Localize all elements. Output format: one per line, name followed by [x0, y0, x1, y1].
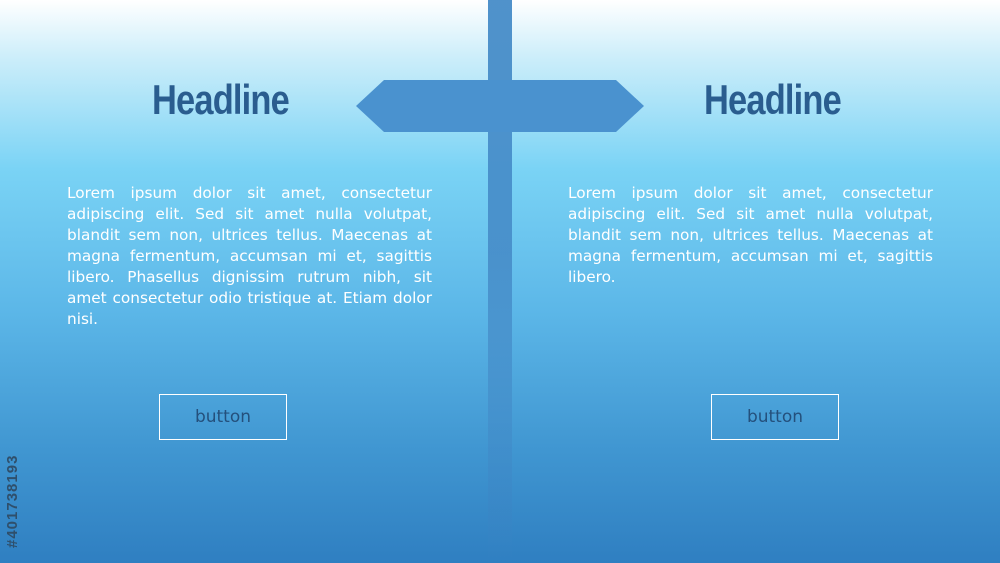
left-headline: Headline	[152, 76, 289, 123]
right-headline: Headline	[704, 76, 841, 123]
left-button[interactable]: button	[159, 394, 287, 440]
right-button[interactable]: button	[711, 394, 839, 440]
right-body-text: Lorem ipsum dolor sit amet, consectetur adipiscing elit. Sed sit amet nulla volutpat, blandit sem non, ultrices tellus. Maecenas at magna fermentum, accumsan mi et, sagittis libero.	[568, 184, 933, 286]
left-body-text: Lorem ipsum dolor sit amet, consectetur adipiscing elit. Sed sit amet nulla volutpat, blandit sem non, ultrices tellus. Maecenas at magna fermentum, accumsan mi et, sagittis libero. Phasellus dignissim rutrum nibh, sit amet consectetur odio tristique at. Etiam dolor nisi.	[67, 184, 432, 328]
signpost-sign	[356, 80, 644, 132]
stock-id-label: #401738193	[4, 454, 21, 548]
